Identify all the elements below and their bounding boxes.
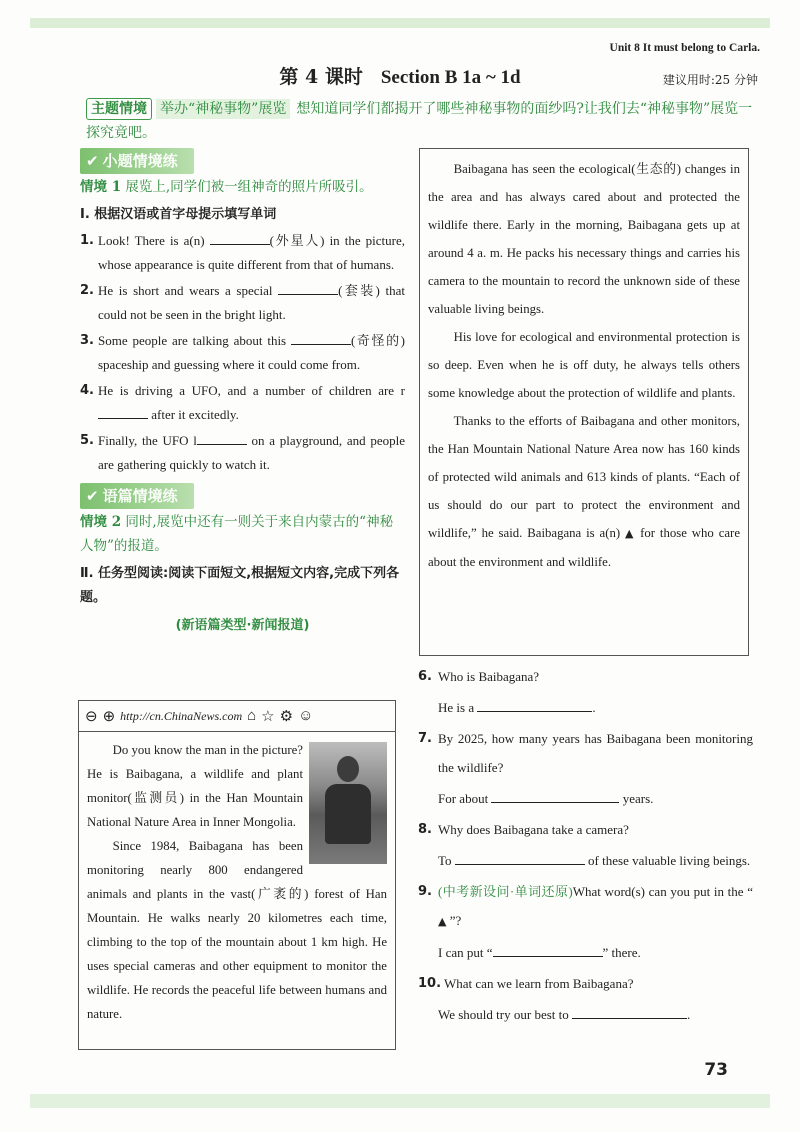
question-3: 3. Some people are talking about this (奇怪的) spaceship and guessing where it could come from. (80, 333, 405, 372)
left-column (80, 148, 405, 642)
question-6: 6. Who is Baibagana? (418, 669, 540, 684)
answer-blank[interactable] (291, 344, 351, 345)
section-banner-1: ✔ 小题情境练 (80, 148, 194, 174)
answer-8: To of these valuable living beings. (438, 853, 751, 868)
question-5: 5. Finally, the UFO l on a playground, and people are gathering quickly to watch it. (80, 433, 405, 472)
question-4: 4. He is driving a UFO, and a number of children are r after it excitedly. (80, 383, 405, 422)
page-number: 73 (704, 1060, 728, 1080)
browser-bar (79, 701, 395, 732)
answer-blank[interactable] (197, 444, 247, 445)
news-paragraph: Since 1984, Baibagana has been monitoring nearly 800 endangered animals and plants in the vast(广袤的) forest of Han Mountain. He walks nearly 20 kilometres each time, climbing to the top of the mountain about 1 km high. He uses special cameras and other equipment to monitor the wildlife. He records the peaceful life between humans and nature. (87, 839, 387, 1021)
answer-blank[interactable] (477, 711, 592, 712)
answer-6: He is a . (438, 700, 596, 715)
answer-blank[interactable] (278, 294, 338, 295)
triangle-blank: ▲ (625, 527, 636, 540)
section-label: Section B 1a ~ 1d (380, 67, 521, 88)
scene-2: 情境 2 同时,展览中还有一则关于来自内蒙古的“神秘人物”的报道。 (80, 514, 394, 554)
answer-blank[interactable] (493, 956, 603, 957)
passage-continued (419, 148, 749, 656)
check-icon: ✔ (86, 487, 99, 505)
smiley-icon[interactable]: ☺ (298, 707, 314, 724)
news-paragraph: Baibagana has seen the ecological(生态的) changes in the area and has always cared about and protected the wildlife there. Early in the morning, Baibagana gets up at around 4 a. m. He packs his necessary things and carries his camera to the mountain to record the unknown side of these valuable living beings. (428, 162, 740, 316)
question-9: 9. (中考新设问·单词还原)What word(s) can you put in the “ ▲ ”? (418, 884, 753, 928)
theme-text: 想知道同学们都揭开了哪些神秘事物的面纱吗?让我们去“神秘事物”展览一探究竟吧。 (86, 101, 753, 141)
url-text[interactable]: http://cn.ChinaNews.com (120, 708, 243, 723)
answer-9: I can put “ ” there. (438, 945, 641, 960)
news-content (79, 732, 395, 1032)
home-icon[interactable]: ⌂ (247, 707, 257, 724)
news-paragraph: Thanks to the efforts of Baibagana and other monitors, the Han Mountain National Nature Area now has 160 kinds of protected wild animals and 613 kinds of plants. “Each of us should do our part to protect the environment and wildlife,” he said. Baibagana is a(n) ▲ for those who care about the environment and wildlife. (428, 414, 741, 569)
task-1-heading: Ⅰ. 根据汉语或首字母提示填写单词 (80, 207, 277, 222)
question-10: 10. What can we learn from Baibagana? (418, 976, 634, 991)
bottom-decor-strip (30, 1094, 770, 1108)
theme-intro (86, 97, 754, 145)
suggested-time: 建议用时:25 分钟 (662, 73, 758, 87)
theme-tag: 主题情境 (86, 98, 152, 120)
question-7: 7. By 2025, how many years has Baibagana been monitoring the wildlife? (418, 731, 753, 775)
star-icon[interactable]: ☆ (261, 708, 275, 725)
answer-blank[interactable] (572, 1018, 687, 1019)
task-2-heading: Ⅱ. 任务型阅读:阅读下面短文,根据短文内容,完成下列各题。 (80, 566, 400, 605)
unit-header: Unit 8 It must belong to Carla. (609, 42, 760, 54)
news-browser-box (78, 700, 396, 1050)
passage-type-tag: (新语篇类型·新闻报道) (175, 618, 310, 633)
lesson-number: 第 4 课时 (279, 66, 363, 88)
question-1: 1. Look! There is a(n) (外星人) in the picture, whose appearance is quite different from that of humans. (80, 233, 405, 272)
answer-blank[interactable] (98, 418, 148, 419)
answer-10: We should try our best to . (438, 1007, 691, 1022)
news-paragraph: Do you know the man in the picture? He is Baibagana, a wildlife and plant monitor(监测员) in the Han Mountain National Nature Area in Inner Mongolia. (87, 743, 303, 829)
question-2: 2. He is short and wears a special (套装) that could not be seen in the bright light. (80, 283, 406, 322)
theme-subtitle: 举办“神秘事物”展览 (156, 99, 290, 119)
check-icon: ✔ (86, 152, 99, 170)
back-icon[interactable]: ⊖ (85, 708, 98, 725)
gear-icon[interactable]: ⚙ (279, 708, 294, 725)
question-8: 8. Why does Baibagana take a camera? (418, 822, 629, 837)
news-paragraph: His love for ecological and environmental protection is so deep. Even when he is off duty, he always tells others some knowledge about the protection of wildlife and plants. (428, 330, 740, 400)
answer-blank[interactable] (491, 802, 619, 803)
forward-icon[interactable]: ⊕ (102, 708, 116, 725)
right-questions (418, 660, 753, 1029)
top-decor-strip (30, 18, 770, 28)
scene-1: 情境 1 展览上,同学们被一组神奇的照片所吸引。 (80, 179, 373, 195)
man-photo (309, 742, 387, 864)
answer-blank[interactable] (455, 864, 585, 865)
section-banner-2: ✔ 语篇情境练 (80, 483, 194, 509)
answer-blank[interactable] (210, 244, 270, 245)
answer-7: For about years. (438, 791, 654, 806)
